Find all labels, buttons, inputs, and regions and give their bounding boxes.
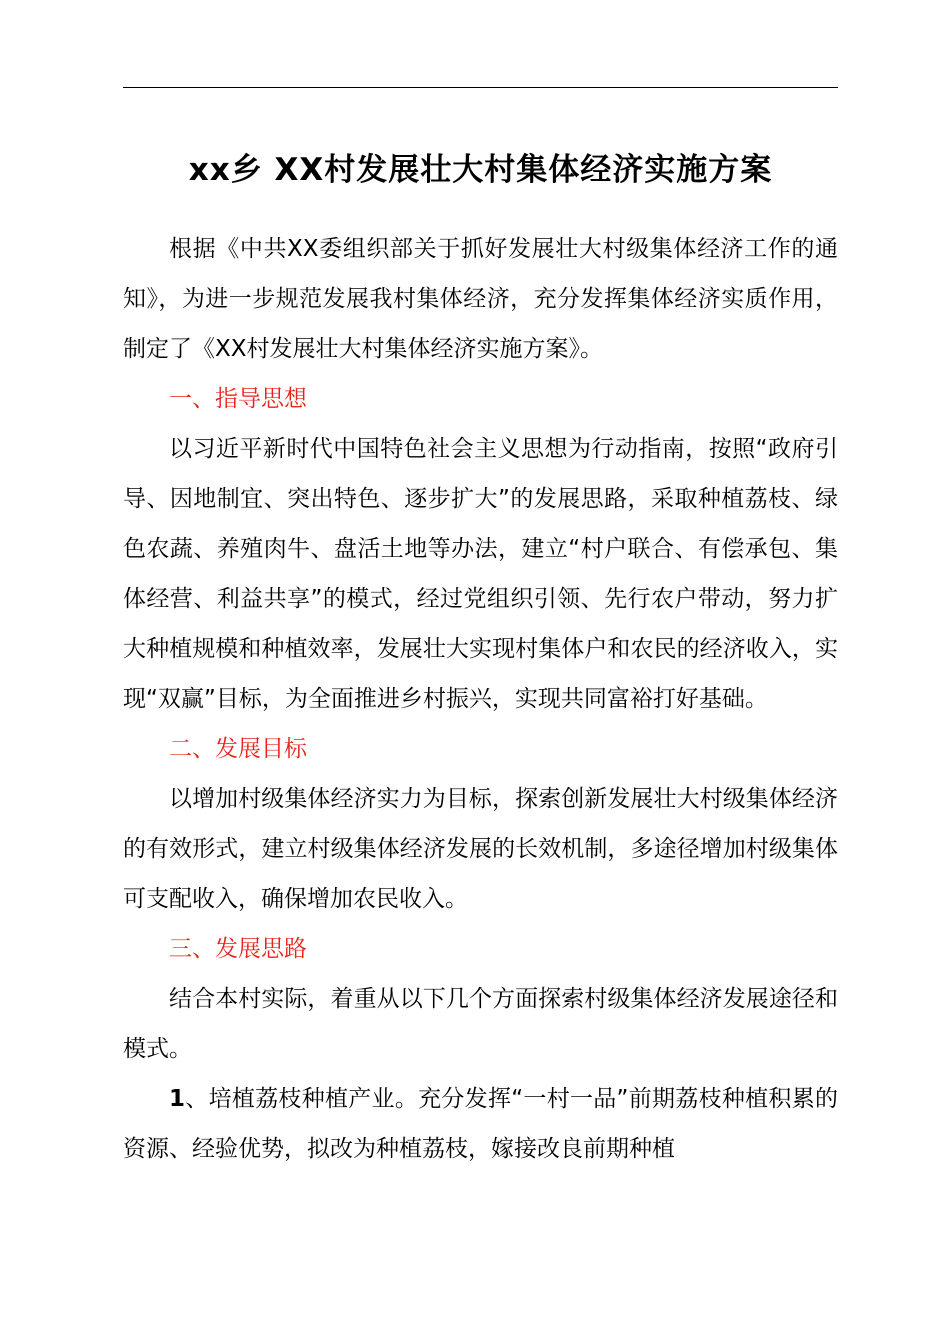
- intro-paragraph: 根据《中共XX委组织部关于抓好发展壮大村级集体经济工作的通知》，为进一步规范发展我村集体经济，充分发挥集体经济实质作用，制定了《XX村发展壮大村集体经济实施方案》。: [123, 236, 838, 362]
- section-body-development-goal: 以增加村级集体经济实力为目标，探索创新发展壮大村级集体经济的有效形式，建立村级集体经济发展的长效机制，多途径增加村级集体可支配收入，确保增加农民收入。: [123, 786, 838, 912]
- header-rule: [123, 87, 838, 88]
- section-body-development-approach: 结合本村实际，着重从以下几个方面探索村级集体经济发展途径和模式。: [123, 986, 838, 1062]
- document-title: xx乡 XX村发展壮大村集体经济实施方案: [188, 152, 773, 188]
- section-body-guiding-thought: 以习近平新时代中国特色社会主义思想为行动指南，按照“政府引导、因地制宜、突出特色、逐步扩大”的发展思路，采取种植荔枝、绿色农蔬、养殖肉牛、盘活土地等办法，建立“村户联合、有偿承包、集体经营、利益共享”的模式，经过党组织引领、先行农户带动，努力扩大种植规模和种植效率，发展壮大实现村集体户和农民的经济收入，实现“双赢”目标，为全面推进乡村振兴，实现共同富裕打好基础。: [123, 436, 838, 712]
- section-heading-development-goal: 二、发展目标: [169, 736, 307, 762]
- section-heading-development-approach: 三、发展思路: [169, 936, 307, 962]
- list-item-lychee: [123, 1074, 838, 1174]
- section-heading-guiding-thought: 一、指导思想: [169, 386, 307, 412]
- document-body: [123, 140, 838, 1174]
- list-item-number: 1: [169, 1086, 186, 1112]
- list-item-text: 、培植荔枝种植产业。充分发挥“一村一品”前期荔枝种植积累的资源、经验优势，拟改为种植荔枝，嫁接改良前期种植: [123, 1086, 838, 1162]
